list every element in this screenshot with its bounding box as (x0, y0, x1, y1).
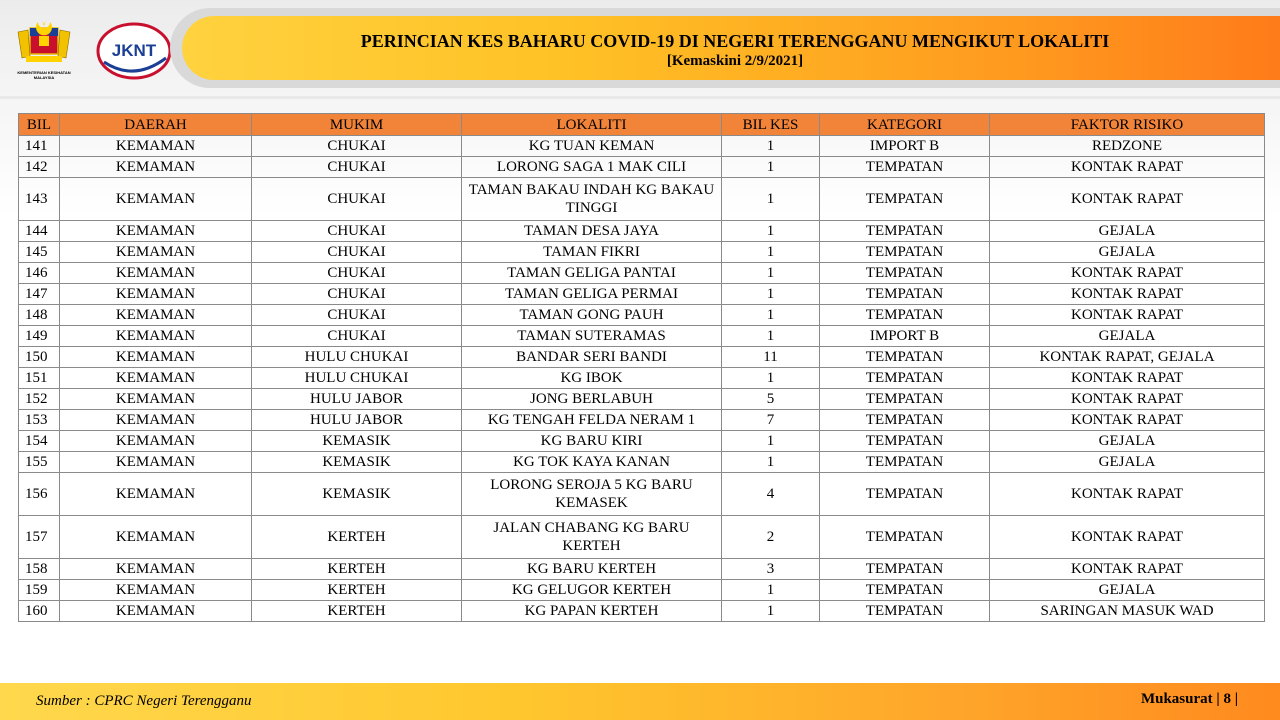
header-divider (0, 96, 1280, 99)
col-header-daerah: DAERAH (60, 114, 252, 136)
cell-mukim: CHUKAI (252, 221, 462, 242)
cell-bil: 144 (19, 221, 60, 242)
cell-bil-kes: 1 (722, 431, 820, 452)
cell-faktor-risiko: KONTAK RAPAT, GEJALA (990, 347, 1265, 368)
cell-bil: 157 (19, 516, 60, 559)
cell-bil: 153 (19, 410, 60, 431)
table-row (19, 221, 1265, 242)
cell-kategori: IMPORT B (820, 136, 990, 157)
cell-mukim: KERTEH (252, 601, 462, 622)
cell-bil-kes: 1 (722, 221, 820, 242)
cell-bil-kes: 1 (722, 136, 820, 157)
cell-bil-kes: 1 (722, 178, 820, 221)
cell-faktor-risiko: KONTAK RAPAT (990, 410, 1265, 431)
cell-lokaliti: KG TOK KAYA KANAN (462, 452, 722, 473)
table-row (19, 473, 1265, 516)
table-row (19, 559, 1265, 580)
cell-daerah: KEMAMAN (60, 136, 252, 157)
cell-bil: 156 (19, 473, 60, 516)
cell-bil: 151 (19, 368, 60, 389)
cell-bil: 150 (19, 347, 60, 368)
cell-faktor-risiko: KONTAK RAPAT (990, 305, 1265, 326)
cell-mukim: CHUKAI (252, 284, 462, 305)
cell-lokaliti: TAMAN DESA JAYA (462, 221, 722, 242)
cell-lokaliti: JALAN CHABANG KG BARU KERTEH (462, 516, 722, 559)
cell-lokaliti: TAMAN GONG PAUH (462, 305, 722, 326)
cell-kategori: TEMPATAN (820, 221, 990, 242)
cell-bil-kes: 2 (722, 516, 820, 559)
cases-table (18, 113, 1265, 622)
cell-bil: 147 (19, 284, 60, 305)
cell-bil-kes: 4 (722, 473, 820, 516)
cell-faktor-risiko: KONTAK RAPAT (990, 263, 1265, 284)
page-title: PERINCIAN KES BAHARU COVID-19 DI NEGERI TERENGGANU MENGIKUT LOKALITI (360, 31, 1110, 51)
col-header-bil-kes: BIL KES (722, 114, 820, 136)
cell-bil: 145 (19, 242, 60, 263)
cell-bil-kes: 1 (722, 326, 820, 347)
cell-lokaliti: KG BARU KIRI (462, 431, 722, 452)
cell-bil: 155 (19, 452, 60, 473)
cell-mukim: KEMASIK (252, 431, 462, 452)
cell-kategori: TEMPATAN (820, 580, 990, 601)
cell-faktor-risiko: GEJALA (990, 580, 1265, 601)
table-row (19, 326, 1265, 347)
cell-kategori: TEMPATAN (820, 389, 990, 410)
cell-bil: 152 (19, 389, 60, 410)
cell-kategori: TEMPATAN (820, 178, 990, 221)
table-row (19, 452, 1265, 473)
cell-kategori: TEMPATAN (820, 431, 990, 452)
cell-faktor-risiko: GEJALA (990, 452, 1265, 473)
cell-daerah: KEMAMAN (60, 580, 252, 601)
table-row (19, 157, 1265, 178)
cell-mukim: KERTEH (252, 516, 462, 559)
cell-daerah: KEMAMAN (60, 305, 252, 326)
table-row (19, 305, 1265, 326)
cell-faktor-risiko: KONTAK RAPAT (990, 473, 1265, 516)
cell-faktor-risiko: GEJALA (990, 242, 1265, 263)
update-date: [Kemaskini 2/9/2021] (666, 53, 804, 69)
cell-mukim: HULU JABOR (252, 389, 462, 410)
cell-lokaliti: TAMAN GELIGA PANTAI (462, 263, 722, 284)
cell-daerah: KEMAMAN (60, 221, 252, 242)
cell-kategori: TEMPATAN (820, 559, 990, 580)
cell-bil-kes: 1 (722, 263, 820, 284)
cell-faktor-risiko: KONTAK RAPAT (990, 516, 1265, 559)
source-note: Sumber : CPRC Negeri Terengganu (36, 693, 252, 709)
cell-faktor-risiko: KONTAK RAPAT (990, 178, 1265, 221)
cell-mukim: KEMASIK (252, 452, 462, 473)
cell-lokaliti: KG TENGAH FELDA NERAM 1 (462, 410, 722, 431)
cell-lokaliti: BANDAR SERI BANDI (462, 347, 722, 368)
cell-faktor-risiko: GEJALA (990, 326, 1265, 347)
cell-bil-kes: 7 (722, 410, 820, 431)
cell-kategori: TEMPATAN (820, 368, 990, 389)
cell-bil: 141 (19, 136, 60, 157)
table-row (19, 601, 1265, 622)
cell-daerah: KEMAMAN (60, 516, 252, 559)
cell-faktor-risiko: KONTAK RAPAT (990, 157, 1265, 178)
cell-kategori: TEMPATAN (820, 305, 990, 326)
cell-lokaliti: LORONG SAGA 1 MAK CILI (462, 157, 722, 178)
cell-bil: 158 (19, 559, 60, 580)
table-row (19, 389, 1265, 410)
cell-daerah: KEMAMAN (60, 368, 252, 389)
cell-mukim: HULU CHUKAI (252, 368, 462, 389)
cell-kategori: TEMPATAN (820, 410, 990, 431)
table-row (19, 516, 1265, 559)
cell-bil: 146 (19, 263, 60, 284)
table-row (19, 431, 1265, 452)
cell-daerah: KEMAMAN (60, 410, 252, 431)
cell-bil-kes: 1 (722, 284, 820, 305)
cell-bil: 143 (19, 178, 60, 221)
table-row (19, 410, 1265, 431)
cell-bil: 160 (19, 601, 60, 622)
cell-mukim: CHUKAI (252, 242, 462, 263)
cell-bil: 149 (19, 326, 60, 347)
jknt-logo (96, 22, 172, 80)
cell-daerah: KEMAMAN (60, 263, 252, 284)
cell-lokaliti: TAMAN GELIGA PERMAI (462, 284, 722, 305)
cell-faktor-risiko: SARINGAN MASUK WAD (990, 601, 1265, 622)
col-header-mukim: MUKIM (252, 114, 462, 136)
table-row (19, 178, 1265, 221)
col-header-lokaliti: LOKALITI (462, 114, 722, 136)
cell-kategori: TEMPATAN (820, 157, 990, 178)
cell-mukim: KERTEH (252, 580, 462, 601)
cell-bil-kes: 1 (722, 580, 820, 601)
cell-mukim: HULU CHUKAI (252, 347, 462, 368)
cell-bil-kes: 1 (722, 368, 820, 389)
cell-bil: 159 (19, 580, 60, 601)
cell-lokaliti: KG GELUGOR KERTEH (462, 580, 722, 601)
cell-daerah: KEMAMAN (60, 559, 252, 580)
logo-group (12, 18, 162, 84)
cell-mukim: CHUKAI (252, 263, 462, 284)
cell-bil: 142 (19, 157, 60, 178)
cell-lokaliti: KG TUAN KEMAN (462, 136, 722, 157)
cell-faktor-risiko: KONTAK RAPAT (990, 284, 1265, 305)
table-row (19, 136, 1265, 157)
cell-mukim: CHUKAI (252, 326, 462, 347)
cell-bil: 154 (19, 431, 60, 452)
cell-mukim: KERTEH (252, 559, 462, 580)
cell-daerah: KEMAMAN (60, 452, 252, 473)
cell-lokaliti: LORONG SEROJA 5 KG BARU KEMASEK (462, 473, 722, 516)
cell-bil-kes: 11 (722, 347, 820, 368)
cell-bil-kes: 1 (722, 601, 820, 622)
table-row (19, 368, 1265, 389)
table-row (19, 263, 1265, 284)
cell-lokaliti: KG PAPAN KERTEH (462, 601, 722, 622)
cell-kategori: IMPORT B (820, 326, 990, 347)
col-header-kategori: KATEGORI (820, 114, 990, 136)
cell-daerah: KEMAMAN (60, 347, 252, 368)
cell-lokaliti: TAMAN SUTERAMAS (462, 326, 722, 347)
col-header-bil: BIL (19, 114, 60, 136)
page-number: Mukasurat | 8 | (1140, 691, 1238, 707)
cell-faktor-risiko: GEJALA (990, 221, 1265, 242)
jknt-logo-text: JKNT (111, 41, 157, 60)
cell-daerah: KEMAMAN (60, 157, 252, 178)
cell-bil-kes: 3 (722, 559, 820, 580)
cell-faktor-risiko: KONTAK RAPAT (990, 559, 1265, 580)
cell-faktor-risiko: GEJALA (990, 431, 1265, 452)
cell-bil-kes: 1 (722, 305, 820, 326)
table-row (19, 347, 1265, 368)
cell-daerah: KEMAMAN (60, 431, 252, 452)
col-header-faktor-risiko: FAKTOR RISIKO (990, 114, 1265, 136)
table-row (19, 284, 1265, 305)
cell-faktor-risiko: KONTAK RAPAT (990, 389, 1265, 410)
cell-bil-kes: 1 (722, 157, 820, 178)
table-row (19, 242, 1265, 263)
cell-daerah: KEMAMAN (60, 284, 252, 305)
cell-lokaliti: TAMAN FIKRI (462, 242, 722, 263)
cell-bil-kes: 1 (722, 242, 820, 263)
cell-lokaliti: TAMAN BAKAU INDAH KG BAKAU TINGGI (462, 178, 722, 221)
cell-kategori: TEMPATAN (820, 516, 990, 559)
cell-kategori: TEMPATAN (820, 347, 990, 368)
cell-mukim: HULU JABOR (252, 410, 462, 431)
cell-faktor-risiko: KONTAK RAPAT (990, 368, 1265, 389)
cell-mukim: KEMASIK (252, 473, 462, 516)
crest-caption: KEMENTERIAN KESIHATAN MALAYSIA (17, 70, 71, 80)
cell-kategori: TEMPATAN (820, 473, 990, 516)
cell-daerah: KEMAMAN (60, 178, 252, 221)
cell-kategori: TEMPATAN (820, 242, 990, 263)
cell-mukim: CHUKAI (252, 178, 462, 221)
cell-bil-kes: 1 (722, 452, 820, 473)
cell-lokaliti: JONG BERLABUH (462, 389, 722, 410)
cell-daerah: KEMAMAN (60, 326, 252, 347)
cell-lokaliti: KG IBOK (462, 368, 722, 389)
table-row (19, 580, 1265, 601)
cell-faktor-risiko: REDZONE (990, 136, 1265, 157)
cell-lokaliti: KG BARU KERTEH (462, 559, 722, 580)
cell-kategori: TEMPATAN (820, 601, 990, 622)
cell-kategori: TEMPATAN (820, 263, 990, 284)
cell-mukim: CHUKAI (252, 157, 462, 178)
cell-bil: 148 (19, 305, 60, 326)
cell-kategori: TEMPATAN (820, 452, 990, 473)
cell-mukim: CHUKAI (252, 136, 462, 157)
cell-daerah: KEMAMAN (60, 389, 252, 410)
cell-kategori: TEMPATAN (820, 284, 990, 305)
cell-daerah: KEMAMAN (60, 242, 252, 263)
cell-daerah: KEMAMAN (60, 601, 252, 622)
table-header-row (19, 114, 1265, 136)
cell-mukim: CHUKAI (252, 305, 462, 326)
cell-daerah: KEMAMAN (60, 473, 252, 516)
cell-bil-kes: 5 (722, 389, 820, 410)
